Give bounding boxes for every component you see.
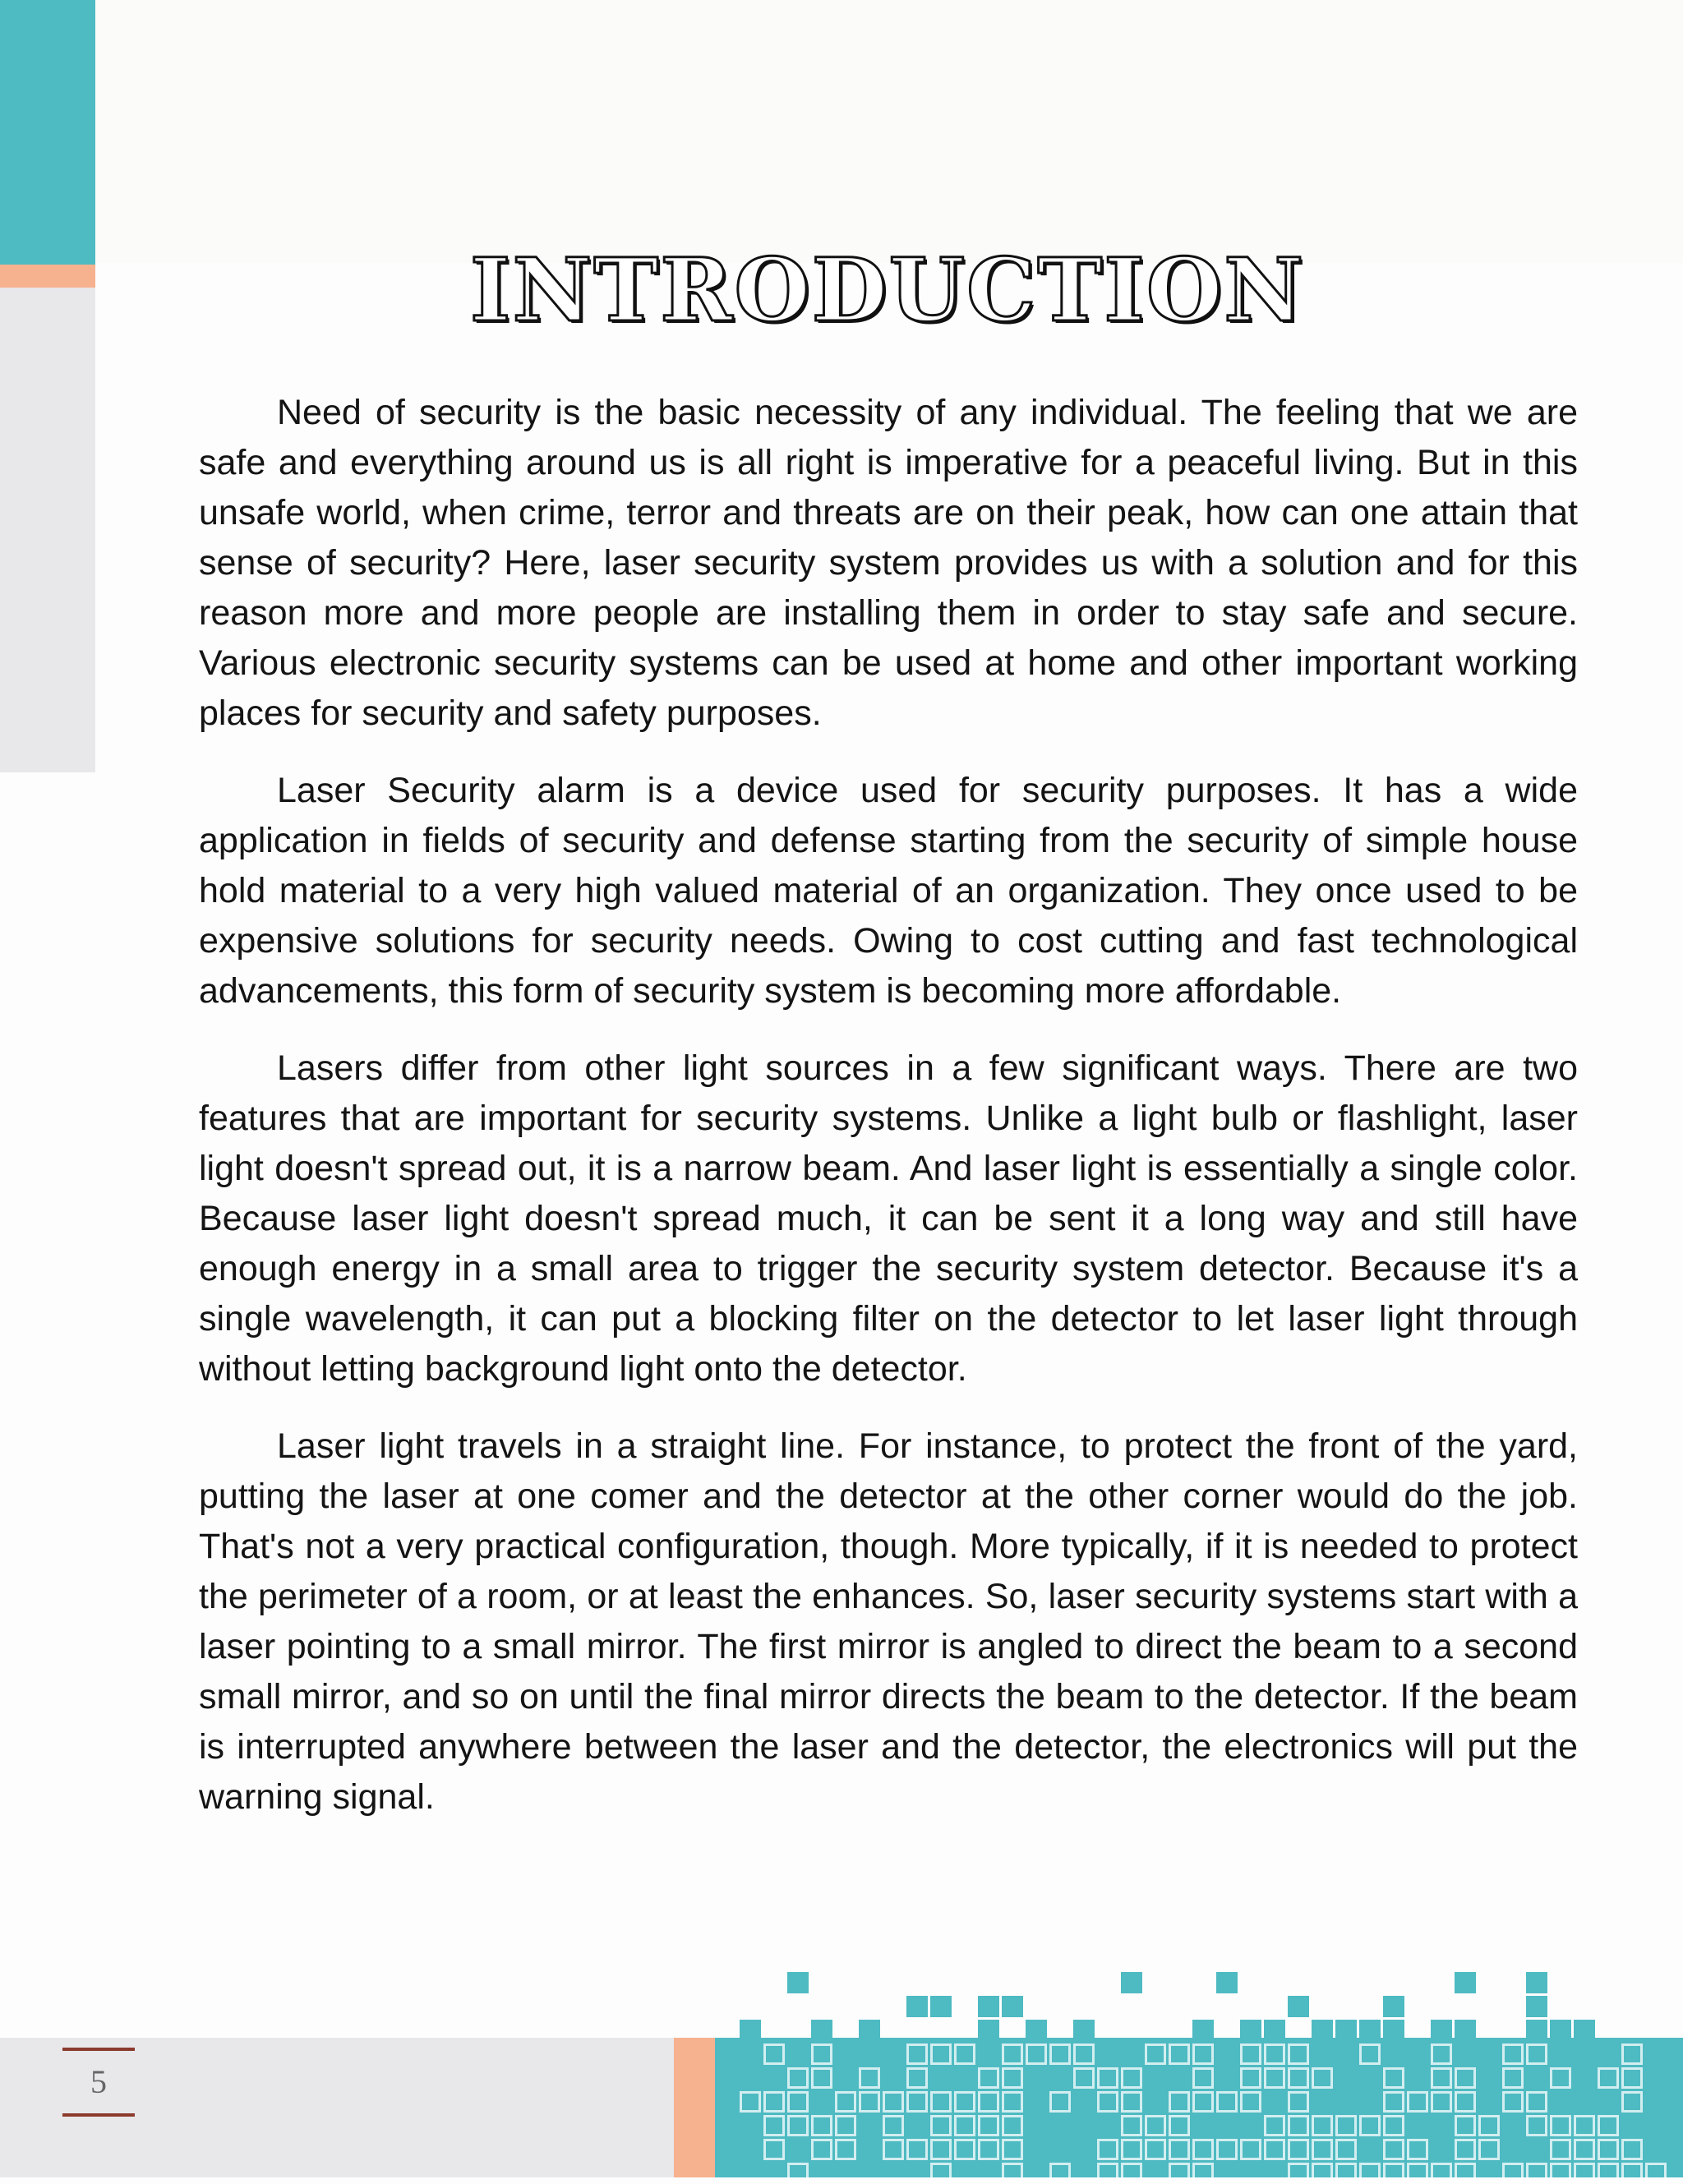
pixel-square (1526, 2163, 1547, 2184)
pixel-square (1455, 2115, 1476, 2136)
pixel-square (954, 2139, 975, 2160)
footer-orange-strip (674, 2038, 715, 2177)
pixel-square (1216, 2091, 1238, 2113)
pixel-square (978, 1996, 999, 2017)
pixel-square (1431, 2020, 1452, 2041)
pixel-square (859, 2020, 880, 2041)
pixel-square (930, 2139, 952, 2160)
pixel-square (835, 2091, 856, 2113)
pixel-square (1002, 2043, 1023, 2065)
pixel-square (1097, 2067, 1118, 2089)
left-accent-bar-grey (0, 288, 95, 772)
pixel-square (1073, 2067, 1095, 2089)
pixel-square (930, 2115, 952, 2136)
pixel-square (811, 2115, 832, 2136)
pixel-square (1526, 1972, 1547, 1993)
pixel-square (1502, 2163, 1524, 2184)
pixel-square (763, 2091, 785, 2113)
pixel-square (859, 2091, 880, 2113)
pixel-square (1145, 2139, 1166, 2160)
pixel-square (1335, 2139, 1357, 2160)
pixel-square (787, 2115, 809, 2136)
pixel-square (1550, 2020, 1571, 2041)
pixel-square (811, 2139, 832, 2160)
pixel-square (1335, 2020, 1357, 2041)
pixel-square (1145, 2115, 1166, 2136)
pixel-square (1097, 2091, 1118, 2113)
pixel-square (1383, 2115, 1404, 2136)
pixel-square (1621, 2139, 1643, 2160)
pixel-square (1455, 2020, 1476, 2041)
pixel-square (1169, 2043, 1190, 2065)
pixel-square (1383, 2067, 1404, 2089)
pixel-square (1192, 2020, 1214, 2041)
pixel-square (954, 2091, 975, 2113)
pixel-square (1192, 2163, 1214, 2184)
pixel-square (1002, 2067, 1023, 2089)
pixel-square (1455, 1972, 1476, 1993)
pixel-square (1049, 2043, 1071, 2065)
pixel-square (1574, 2020, 1595, 2041)
pixel-square (930, 1996, 952, 2017)
pixel-square (1550, 2163, 1571, 2184)
pixel-square (1240, 2091, 1261, 2113)
pixel-square (1169, 2139, 1190, 2160)
pixel-square (1502, 2091, 1524, 2113)
pixel-square (1645, 2163, 1667, 2184)
pixel-square (1312, 2020, 1333, 2041)
pixel-square (811, 2020, 832, 2041)
pixel-square (1550, 2115, 1571, 2136)
pixel-square (1598, 2139, 1619, 2160)
pixel-square (1407, 2139, 1428, 2160)
pixel-square (1550, 2139, 1571, 2160)
pixel-square (1169, 2115, 1190, 2136)
pixel-square (1478, 2115, 1500, 2136)
pixel-square (1049, 2163, 1071, 2184)
pixel-square (978, 2020, 999, 2041)
pixel-square (1598, 2067, 1619, 2089)
pixel-square (1121, 2139, 1142, 2160)
pixel-square (1264, 2067, 1285, 2089)
pixel-square (1026, 2043, 1047, 2065)
pixel-square (930, 2043, 952, 2065)
body-text (199, 388, 1578, 1850)
pixel-square (1431, 2091, 1452, 2113)
pixel-square (763, 2139, 785, 2160)
pixel-square (1264, 2043, 1285, 2065)
pixel-square (1550, 2067, 1571, 2089)
pixel-square (1002, 2139, 1023, 2160)
pixel-square (1121, 2115, 1142, 2136)
left-accent-bar-teal (0, 0, 95, 265)
pixel-square (954, 2115, 975, 2136)
pixel-square (740, 2020, 761, 2041)
page-title: INTRODUCTION (469, 238, 1306, 341)
pixel-square (1097, 2163, 1118, 2184)
pixel-square (1431, 2067, 1452, 2089)
pixel-square (1288, 2067, 1309, 2089)
pixel-square (1073, 2043, 1095, 2065)
pixel-square (1598, 2115, 1619, 2136)
pixel-square (835, 2139, 856, 2160)
pixel-square (1192, 2043, 1214, 2065)
paragraph-4: Laser light travels in a straight line. For instance, to protect the front of the yard, putting the laser at one comer and the detector at the other corner would do the job. That's not a very practical configuration, though. More typically, if it is needed to protect the perimeter of a room, or at least the enhances. So, laser security systems start with a laser pointing to a small mirror. The first mirror is angled to direct the beam to a second small mirror, and so on until the final mirror directs the beam to the detector. If the beam is interrupted anywhere between the laser and the detector, the electronics will put the warning signal. (199, 1426, 1578, 1817)
pixel-square (1121, 2163, 1142, 2184)
pixel-square (740, 2091, 761, 2113)
pixel-square (1383, 2091, 1404, 2113)
pixel-square (1288, 2139, 1309, 2160)
pixel-square (1455, 2139, 1476, 2160)
pixel-square (1335, 2163, 1357, 2184)
pixel-square (978, 2091, 999, 2113)
pixel-square (1431, 2043, 1452, 2065)
pixel-square (1049, 2091, 1071, 2113)
pixel-square (787, 2067, 809, 2089)
pixel-square (954, 2043, 975, 2065)
pixel-square (1383, 2020, 1404, 2041)
pixel-square (835, 2115, 856, 2136)
pixel-square (930, 2163, 952, 2184)
pixel-square (1455, 2067, 1476, 2089)
pixel-square (906, 1996, 928, 2017)
pixel-square (1169, 2163, 1190, 2184)
pixel-square (1192, 2067, 1214, 2089)
pixel-square (883, 2139, 904, 2160)
pixel-square (787, 2091, 809, 2113)
pixel-square (1121, 2067, 1142, 2089)
pixel-square (1526, 2043, 1547, 2065)
pixel-square (906, 2043, 928, 2065)
pixel-square (1383, 2139, 1404, 2160)
pixel-square (906, 2067, 928, 2089)
pixel-square (1288, 2115, 1309, 2136)
pixel-square (763, 2115, 785, 2136)
pixel-square (1026, 2020, 1047, 2041)
pixel-square (1121, 2091, 1142, 2113)
page-number: 5 (62, 2048, 135, 2117)
pixel-square (1526, 2115, 1547, 2136)
pixel-square (1288, 1996, 1309, 2017)
pixel-square (1002, 2115, 1023, 2136)
pixel-square (1240, 2139, 1261, 2160)
pixel-square (930, 2091, 952, 2113)
pixel-square (978, 2115, 999, 2136)
pixel-square (787, 1972, 809, 1993)
pixel-square (1502, 2043, 1524, 2065)
pixel-square (1526, 2091, 1547, 2113)
pixel-square (1121, 1972, 1142, 1993)
pixel-square (1526, 1996, 1547, 2017)
pixel-square (1455, 2163, 1476, 2184)
pixel-square (1145, 2043, 1166, 2065)
pixel-square (1574, 2115, 1595, 2136)
pixel-square (1264, 2115, 1285, 2136)
pixel-square (1216, 1972, 1238, 1993)
pixel-square (1502, 2067, 1524, 2089)
pixel-square (1359, 2163, 1381, 2184)
pixel-square (1312, 2067, 1333, 2089)
pixel-square (1312, 2163, 1333, 2184)
pixel-square (1240, 2067, 1261, 2089)
pixel-square (1097, 2139, 1118, 2160)
pixel-square (1455, 2091, 1476, 2113)
pixel-square (1478, 2139, 1500, 2160)
pixel-square (1169, 2091, 1190, 2113)
pixel-square (1002, 1996, 1023, 2017)
pixel-square (1407, 2163, 1428, 2184)
pixel-square (1621, 2091, 1643, 2113)
pixel-square (811, 2067, 832, 2089)
pixel-square (1431, 2163, 1452, 2184)
pixel-square (1312, 2139, 1333, 2160)
paragraph-2: Laser Security alarm is a device used for security purposes. It has a wide application in fields of security and defense starting from the security of simple house hold material to a very high valued material of an organization. They once used to be expensive solutions for security needs. Owing to cost cutting and fast technological advancements, this form of security system is becoming more affordable. (199, 771, 1578, 1011)
pixel-square (1359, 2043, 1381, 2065)
pixel-square (859, 2067, 880, 2089)
pixel-square (811, 2043, 832, 2065)
pixel-square (1240, 2020, 1261, 2041)
pixel-square (1335, 2115, 1357, 2136)
pixel-square (1002, 2091, 1023, 2113)
pixel-square (1288, 2043, 1309, 2065)
pixel-square (1383, 2163, 1404, 2184)
pixel-square (1621, 2043, 1643, 2065)
pixel-square (1240, 2043, 1261, 2065)
pixel-square (1312, 2115, 1333, 2136)
paragraph-1: Need of security is the basic necessity of any individual. The feeling that we are safe and everything around us is all right is imperative for a peaceful living. But in this unsafe world, when crime, terror and threats are on their peak, how can one attain that sense of security? Here, laser security system provides us with a solution and for this reason more and more people are installing them in order to stay safe and secure. Various electronic security systems can be used at home and other important working places for security and safety purposes. (199, 393, 1578, 733)
pixel-square (1598, 2163, 1619, 2184)
pixel-square (1359, 2020, 1381, 2041)
pixel-square (763, 2043, 785, 2065)
pixel-square (1264, 2020, 1285, 2041)
pixel-square (1192, 2091, 1214, 2113)
pixel-square (1192, 2139, 1214, 2160)
pixel-square (1002, 2163, 1023, 2184)
pixel-square (1288, 2091, 1309, 2113)
pixel-square (1621, 2163, 1643, 2184)
pixel-square (906, 2139, 928, 2160)
pixel-square (1574, 2163, 1595, 2184)
pixel-square (1574, 2139, 1595, 2160)
pixel-square (906, 2091, 928, 2113)
pixel-square (1216, 2139, 1238, 2160)
pixel-square (1407, 2091, 1428, 2113)
pixel-square (787, 2163, 809, 2184)
pixel-square (1526, 2020, 1547, 2041)
pixel-square (883, 2115, 904, 2136)
page-header-band (0, 0, 1683, 263)
pixel-square (883, 2091, 904, 2113)
pixel-square (1288, 2163, 1309, 2184)
pixel-square (1621, 2067, 1643, 2089)
pixel-square (978, 2067, 999, 2089)
pixel-square (1383, 1996, 1404, 2017)
paragraph-3: Lasers differ from other light sources in a few significant ways. There are two features that are important for security systems. Unlike a light bulb or flashlight, laser light doesn't spread out, it is a narrow beam. And laser light is essentially a single color. Because laser light doesn't spread much, it can be sent it a long way and still have enough energy in a small area to trigger the security system detector. Because it's a single wavelength, it can put a blocking filter on the detector to let laser light through without letting background light onto the detector. (199, 1048, 1578, 1389)
pixel-square (1264, 2139, 1285, 2160)
pixel-square (1073, 2020, 1095, 2041)
pixel-square (978, 2139, 999, 2160)
pixel-square (1359, 2115, 1381, 2136)
